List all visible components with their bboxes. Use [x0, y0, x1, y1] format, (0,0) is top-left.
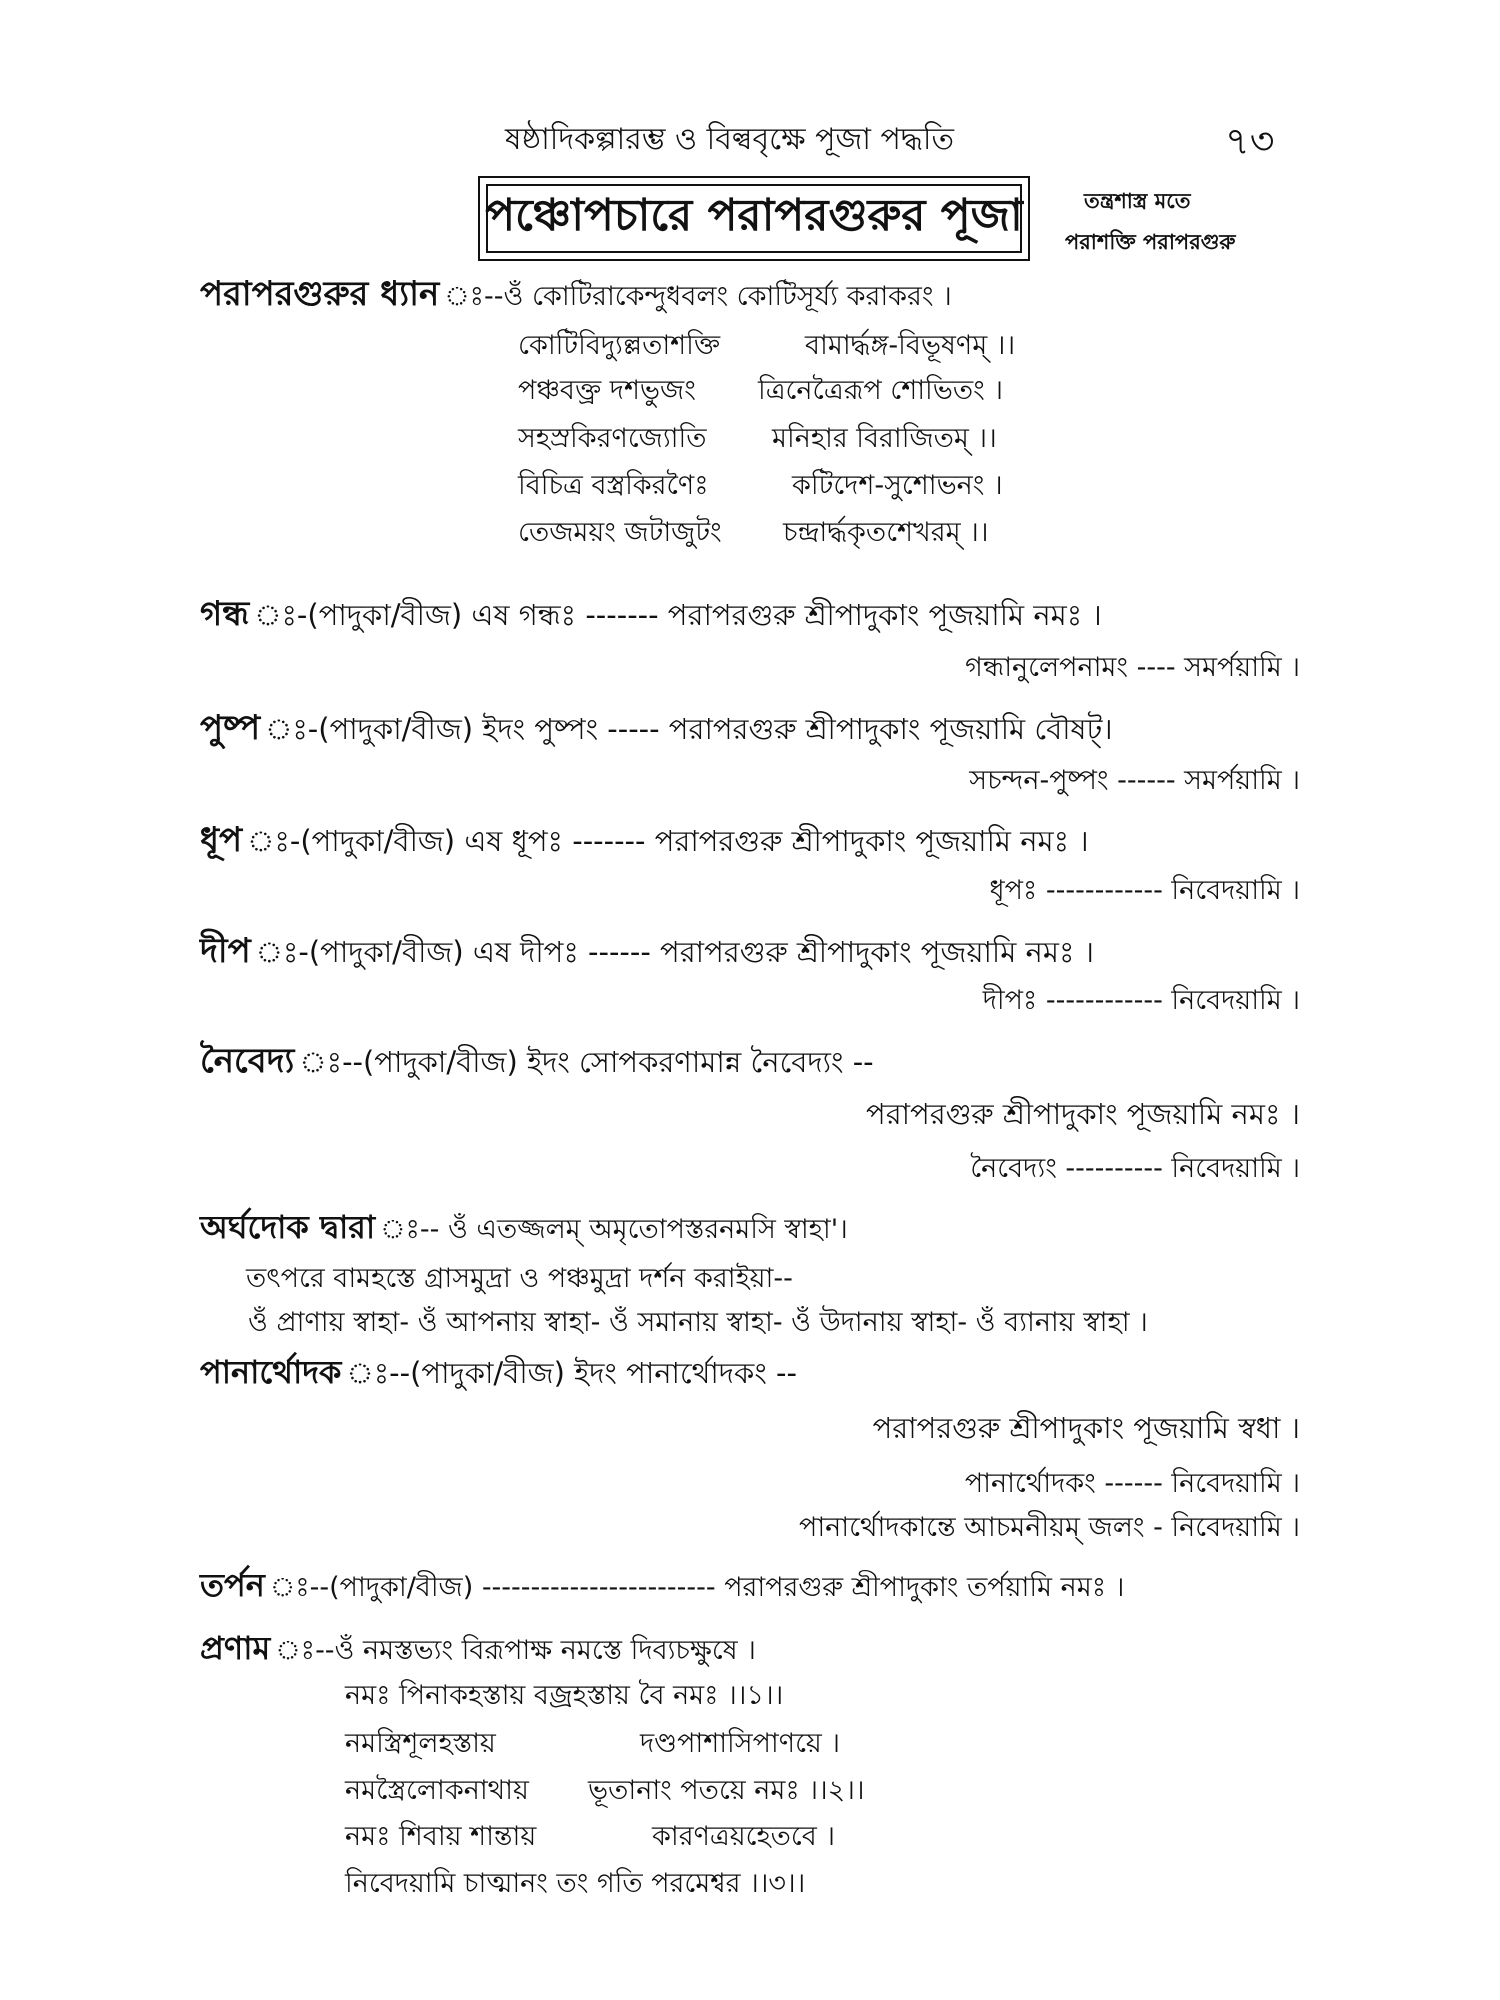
pushpa-text: ঃ-(পাদুকা/বীজ) ইদং পুষ্পং ----- পরাপরগুরু শ্রীপাদুকাং পূজয়ামি বৌষট্।	[265, 712, 1113, 746]
tarpan-line	[200, 1560, 1124, 1614]
pranam-verse-2b: দণ্ডপাশাসিপাণয়ে ।	[640, 1728, 841, 1759]
side-note-line-2: পরাশক্তি পরাপরগুরু	[1065, 230, 1236, 254]
pranam-line	[200, 1623, 756, 1677]
gandha-label: গন্ধ	[200, 594, 250, 634]
tarpan-text: ঃ--(পাদুকা/বীজ) ------------------------ পরাপরগুরু শ্রীপাদুকাং তর্পয়ামি নমঃ ।	[269, 1572, 1125, 1603]
dhup-line	[200, 814, 1089, 871]
dhyan-first-line: ঃ--ওঁ কোটিরাকেন্দুধবলং কোটিসূর্য্য করাকরং ।	[444, 281, 952, 312]
dhyan-label: পরাপরগুরুর ধ্যান	[200, 274, 440, 314]
naivedya-line-2: পরাপরগুরু শ্রীপাদুকাং পূজয়ামি নমঃ ।	[866, 1097, 1300, 1131]
pushpa-sub: সচন্দন-পুষ্পং ------ সমর্পয়ামি ।	[969, 765, 1300, 796]
pranam-verse-3a: নমস্ত্রৈলোকনাথায়	[345, 1775, 529, 1806]
naivedya-sub: নৈবেদ্যং ---------- নিবেদয়ামি ।	[970, 1153, 1300, 1184]
naivedya-text: ঃ--(পাদুকা/বীজ) ইদং সোপকরণামান্ন নৈবেদ্যং --	[299, 1045, 874, 1079]
tarpan-label: তর্পন	[200, 1566, 265, 1604]
pranam-verse-4a: নমঃ শিবায় শান্তায়	[345, 1821, 537, 1852]
panarthodak-sub-1: পানার্থোদকং ------ নিবেদয়ামি ।	[964, 1468, 1300, 1499]
dhyan-verse-3a: সহস্রকিরণজ্যোতি	[518, 423, 707, 454]
arghya-label: অর্ঘদোক দ্বারা	[200, 1208, 376, 1246]
pranam-verse-2a: নমস্ত্রিশূলহস্তায়	[345, 1728, 496, 1759]
gandha-line	[200, 588, 1102, 645]
gandha-text: ঃ-(পাদুকা/বীজ) এষ গন্ধঃ ------- পরাপরগুরু শ্রীপাদুকাং পূজয়ামি নমঃ ।	[254, 598, 1102, 632]
page-number: ৭৩	[1225, 119, 1275, 163]
pranam-verse-1: নমঃ পিনাকহস্তায় বজ্রহস্তায় বৈ নমঃ ।।১।।	[345, 1680, 784, 1711]
title-box	[478, 176, 1030, 261]
arghya-text: ঃ-- ওঁ এতজ্জলম্ অমৃতোপস্তরনমসি স্বাহা'।	[380, 1214, 848, 1245]
arghya-line-3: ওঁ প্রাণায় স্বাহা- ওঁ আপনায় স্বাহা- ওঁ সমানায় স্বাহা- ওঁ উদানায় স্বাহা- ওঁ ব্যানায় স্বাহা ।	[248, 1307, 1148, 1338]
gandha-sub: গন্ধানুলেপনামং ---- সমর্পয়ামি ।	[965, 652, 1300, 683]
dhyan-verse-1a: কোটিবিদ্যুল্লতাশক্তি	[518, 330, 721, 361]
deep-label: দীপ	[200, 931, 251, 971]
dhyan-heading	[200, 268, 952, 325]
dhyan-verse-2a: পঞ্চবক্ত্র দশভুজং	[518, 375, 696, 406]
page-title: পঞ্চোপচারে পরাপরগুরুর পূজা	[486, 184, 1022, 253]
pranam-verse-4b: কারণত্রয়হেতবে ।	[652, 1821, 836, 1852]
dhyan-verse-4b: কটিদেশ-সুশোভনং ।	[792, 470, 1003, 501]
pranam-label: প্রণাম	[200, 1629, 271, 1667]
panarthodak-text: ঃ--(পাদুকা/বীজ) ইদং পানার্থোদকং --	[346, 1356, 797, 1390]
dhyan-verse-3b: মনিহার বিরাজিতম্ ।।	[772, 423, 997, 454]
pushpa-line	[200, 702, 1113, 759]
dhyan-verse-5a: তেজময়ং জটাজুটং	[518, 517, 722, 548]
deep-text: ঃ-(পাদুকা/বীজ) এষ দীপঃ ------ পরাপরগুরু শ্রীপাদুকাং পূজয়ামি নমঃ ।	[255, 935, 1095, 969]
panarthodak-line	[200, 1347, 797, 1401]
panarthodak-sub-2: পানার্থোদকান্তে আচমনীয়ম্ জলং - নিবেদয়ামি ।	[799, 1512, 1300, 1543]
pushpa-label: পুষ্প	[200, 708, 261, 748]
dhyan-verse-2b: ত্রিনেত্রৈরূপ শোভিতং ।	[758, 375, 1003, 406]
deep-line	[200, 925, 1094, 982]
deep-sub: দীপঃ ------------ নিবেদয়ামি ।	[982, 985, 1300, 1016]
dhyan-verse-5b: চন্দ্রার্দ্ধকৃতশেখরম্ ।।	[783, 517, 989, 548]
naivedya-label: নৈবেদ্য	[200, 1041, 295, 1081]
dhyan-verse-1b: বামার্দ্ধঙ্গ-বিভূষণম্ ।।	[805, 330, 1016, 361]
pranam-verse-3b: ভূতানাং পতয়ে নমঃ ।।২।।	[588, 1775, 865, 1806]
pranam-first-line: ঃ--ওঁ নমস্তভ্যং বিরূপাক্ষ নমস্তে দিব্যচক্ষুষে ।	[275, 1635, 756, 1666]
running-title: ষষ্ঠাদিকল্পারম্ভ ও বিল্ববৃক্ষে পূজা পদ্ধতি	[505, 122, 954, 157]
naivedya-line	[200, 1035, 874, 1092]
dhup-text: ঃ-(পাদুকা/বীজ) এষ ধূপঃ ------- পরাপরগুরু শ্রীপাদুকাং পূজয়ামি নমঃ ।	[247, 824, 1089, 858]
side-note-line-1: তন্ত্রশাস্ত্র মতে	[1084, 189, 1191, 213]
dhup-sub: ধূপঃ ------------ নিবেদয়ামি ।	[989, 875, 1300, 906]
arghya-line	[200, 1202, 848, 1256]
panarthodak-label: পানার্থোদক	[200, 1353, 342, 1391]
panarthodak-line-2: পরাপরগুরু শ্রীপাদুকাং পূজয়ামি স্বধা ।	[872, 1411, 1300, 1445]
pranam-verse-5: নিবেদয়ামি চাত্মানং তং গতি পরমেশ্বর ।।৩।।	[345, 1868, 806, 1899]
dhup-label: ধূপ	[200, 820, 243, 860]
arghya-line-2: তৎপরে বামহস্তে গ্রাসমুদ্রা ও পঞ্চমুদ্রা দর্শন করাইয়া--	[246, 1263, 793, 1294]
dhyan-verse-4a: বিচিত্র বস্ত্রকিরণৈঃ	[518, 470, 709, 501]
